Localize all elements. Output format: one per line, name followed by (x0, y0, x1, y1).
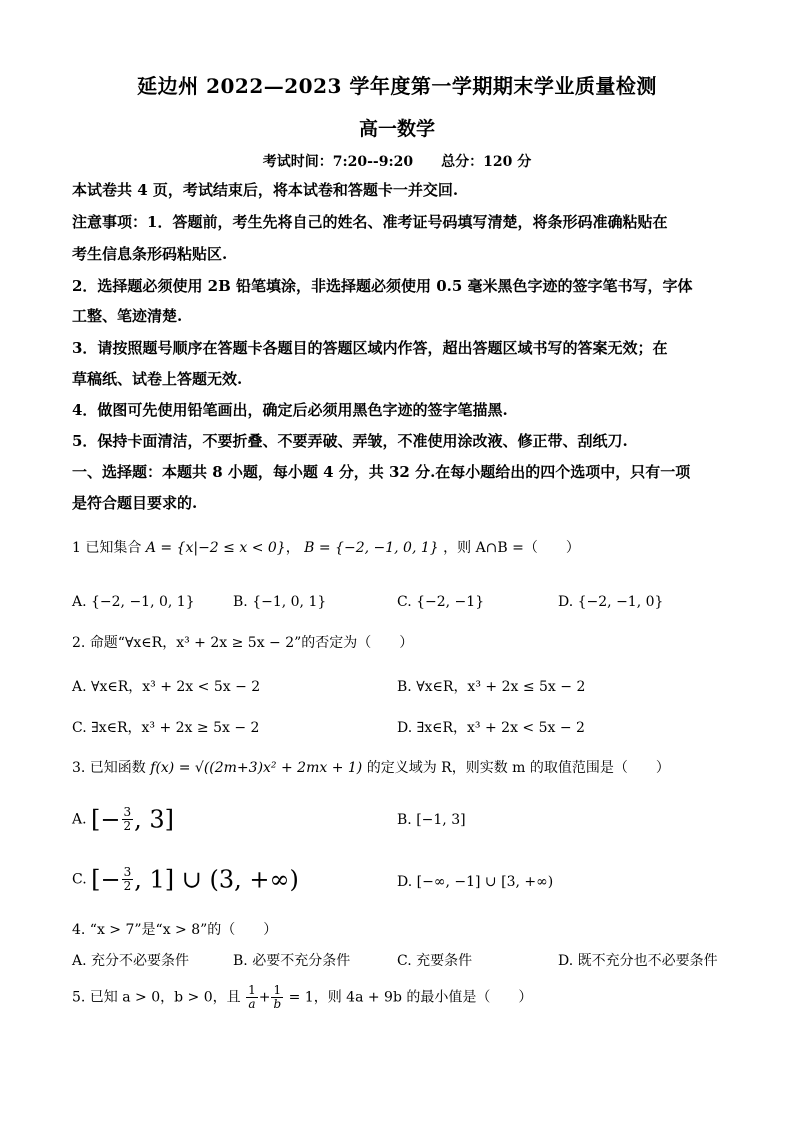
q4-option-d[interactable]: D. 既不充分也不必要条件 (558, 953, 718, 969)
q5-frac2-num: 1 (271, 984, 283, 998)
q1-set-b: B = {−2, −1, 0, 1} (304, 540, 439, 556)
q2-option-b[interactable]: B. ∀x∈R，x³ + 2x ≤ 5x − 2 (397, 679, 586, 695)
q3-option-a[interactable] (72, 806, 174, 833)
subject-title: 高一数学 (358, 118, 435, 140)
q3-option-c-fraction (122, 866, 134, 893)
q5-frac1-den: a (248, 997, 256, 1011)
q3-option-a-den: 2 (123, 819, 132, 833)
q5-fraction-1 (246, 984, 258, 1011)
q3-prefix: 3. 已知函数 (72, 760, 146, 776)
note-4: 4．做图可先使用铅笔画出，确定后必须用黑色字迹的签字笔描黑. (72, 401, 508, 419)
q3-option-a-num: 3 (123, 805, 132, 819)
q1-option-d[interactable]: D. {−2, −1, 0} (558, 594, 664, 610)
q5-plus: + (258, 989, 271, 1006)
q2-option-a[interactable]: A. ∀x∈R，x³ + 2x < 5x − 2 (72, 679, 261, 695)
q1-suffix: ，则 A∩B =（ ） (443, 540, 580, 556)
q1-option-b[interactable]: B. {−1, 0, 1} (233, 594, 327, 610)
exam-title: 延边州 2022—2023 学年度第一学期期末学业质量检测 (137, 74, 657, 98)
q3-function: f(x) = √((2m+3)x² + 2mx + 1) (150, 760, 363, 776)
section-heading: 一、选择题：本题共 8 小题，每小题 4 分，共 32 分.在每小题给出的四个选项中，只有一项 (72, 463, 691, 481)
note-3: 3．请按照题号顺序在答题卡各题目的答题区域内作答，超出答题区域书写的答案无效；在 (72, 339, 668, 357)
note-1-cont: 考生信息条形码粘贴区. (72, 245, 228, 263)
q3-option-c-left: [− (91, 865, 121, 894)
q3-option-b[interactable]: B. [−1, 3] (397, 812, 466, 828)
q3-option-c-label: C. (72, 871, 87, 888)
q4-option-a[interactable]: A. 充分不必要条件 (72, 953, 190, 969)
q3-option-a-fraction (122, 806, 134, 833)
q3-option-a-left: [− (91, 805, 121, 834)
q5-suffix: = 1，则 4a + 9b 的最小值是（ ） (288, 989, 533, 1006)
q5-fraction-2 (271, 984, 283, 1011)
question-5 (72, 984, 732, 1011)
q5-frac1-num: 1 (248, 983, 256, 997)
q1-set-a: A = {x|−2 ≤ x < 0} (145, 540, 286, 556)
q3-option-c-right: , 1] ∪ (3, +∞) (134, 865, 299, 894)
q2-option-d[interactable]: D. ∃x∈R，x³ + 2x < 5x − 2 (397, 720, 585, 736)
intro-note: 本试卷共 4 页，考试结束后，将本试卷和答题卡一并交回. (72, 181, 459, 199)
q1-option-a[interactable]: A. {−2, −1, 0, 1} (72, 594, 195, 610)
question-4: 4. “x > 7”是“x > 8”的（ ） (72, 922, 278, 938)
q5-frac2-den: b (273, 997, 282, 1011)
q3-option-a-right: , 3] (134, 805, 175, 834)
q3-suffix: 的定义域为 R，则实数 m 的取值范围是（ ） (366, 760, 670, 776)
q3-option-d[interactable]: D. [−∞, −1] ∪ [3, +∞) (397, 874, 554, 890)
q3-option-c[interactable] (72, 866, 299, 893)
q3-option-c-num: 3 (123, 865, 132, 879)
note-2-cont: 工整、笔迹清楚. (72, 307, 183, 325)
q1-option-c[interactable]: C. {−2, −1} (397, 594, 485, 610)
section-heading-cont: 是符合题目要求的. (72, 494, 198, 512)
note-5: 5．保持卡面清洁，不要折叠、不要弄破、弄皱，不准使用涂改液、修正带、刮纸刀. (72, 432, 628, 450)
note-1: 注意事项：1．答题前，考生先将自己的姓名、准考证号码填写清楚，将条形码准确粘贴在 (72, 213, 668, 231)
q3-option-a-label: A. (72, 811, 87, 828)
q4-option-b[interactable]: B. 必要不充分条件 (233, 953, 351, 969)
q4-option-c[interactable]: C. 充要条件 (397, 953, 473, 969)
question-3 (72, 758, 752, 778)
q2-option-c[interactable]: C. ∃x∈R，x³ + 2x ≥ 5x − 2 (72, 720, 260, 736)
question-2: 2. 命题“∀x∈R，x³ + 2x ≥ 5x − 2”的否定为（ ） (72, 635, 414, 651)
question-1: 1 已知集合 A = {x|−2 ≤ x < 0}， B = {−2, −1, 0, 1} ，则 A∩B =（ ） (72, 540, 580, 556)
exam-info: 考试时间：7:20--9:20 总分：120 分 (262, 154, 532, 170)
q1-prefix: 1 已知集合 (72, 540, 142, 556)
q5-prefix: 5. 已知 a > 0，b > 0，且 (72, 989, 241, 1006)
note-3-cont: 草稿纸、试卷上答题无效. (72, 370, 243, 388)
q3-option-c-den: 2 (123, 879, 132, 893)
note-2: 2．选择题必须使用 2B 铅笔填涂，非选择题必须使用 0.5 毫米黑色字迹的签字笔书写，字体 (72, 277, 693, 295)
